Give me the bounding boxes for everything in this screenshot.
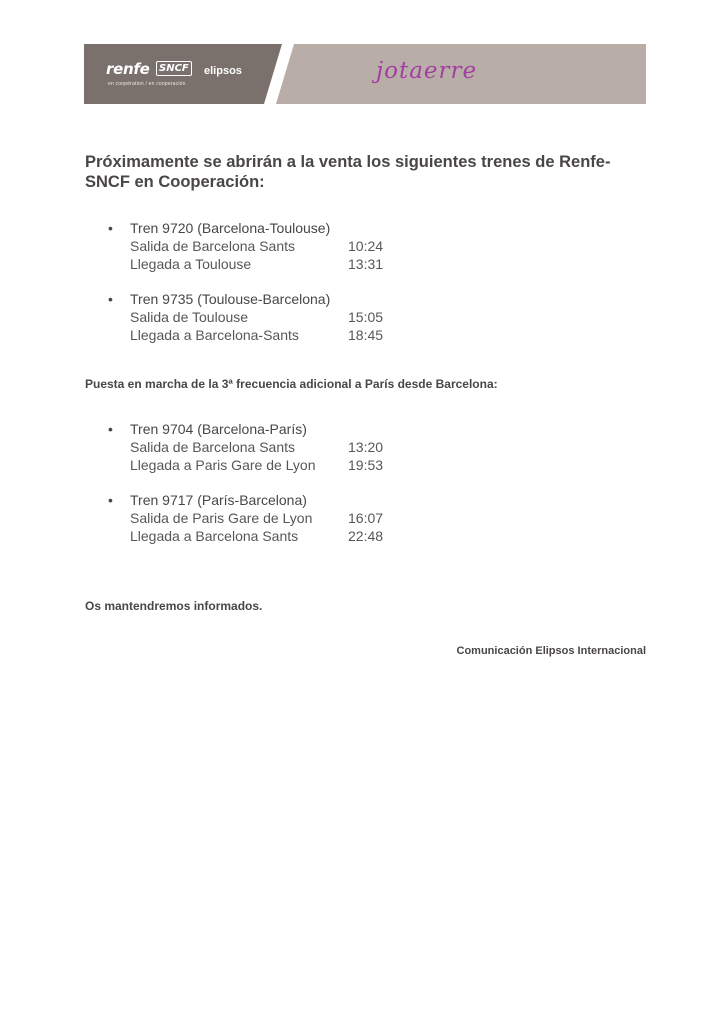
bullet-icon: •	[108, 492, 113, 508]
departure-label: Salida de Barcelona Sants	[130, 439, 295, 455]
signature: Comunicación Elipsos Internacional	[456, 645, 646, 657]
section-heading: Puesta en marcha de la 3ª frecuencia adicional a París desde Barcelona:	[85, 377, 498, 391]
departure-time: 16:07	[348, 510, 384, 526]
train-item	[108, 491, 384, 545]
departure-row	[130, 509, 384, 527]
train-item	[108, 420, 384, 474]
train-title: Tren 9735 (Toulouse-Barcelona)	[130, 291, 331, 307]
arrival-label: Llegada a Barcelona Sants	[130, 528, 299, 544]
bullet-icon: •	[108, 220, 113, 236]
logo-subtitle: en coopération / en cooperación	[108, 81, 186, 87]
closing-note: Os mantendremos informados.	[85, 599, 263, 613]
train-item	[108, 290, 384, 344]
header-banner	[84, 44, 646, 104]
arrival-label: Llegada a Toulouse	[130, 256, 252, 272]
arrival-label: Llegada a Barcelona-Sants	[130, 327, 299, 343]
departure-row	[130, 237, 384, 255]
train-item	[108, 219, 384, 273]
train-title: Tren 9704 (Barcelona-París)	[130, 421, 307, 437]
departure-label: Salida de Paris Gare de Lyon	[130, 510, 313, 526]
bullet-icon: •	[108, 421, 113, 437]
renfe-logo: renfe	[106, 60, 150, 78]
departure-time: 10:24	[348, 238, 384, 254]
arrival-time: 18:45	[348, 327, 384, 343]
jotaerre-brand: jotaerre	[376, 58, 478, 84]
departure-label: Salida de Barcelona Sants	[130, 238, 295, 254]
arrival-label: Llegada a Paris Gare de Lyon	[130, 457, 316, 473]
bullet-icon: •	[108, 291, 113, 307]
arrival-row	[130, 527, 384, 545]
arrival-row	[130, 456, 384, 474]
sncf-logo: SNCF	[156, 61, 192, 76]
departure-time: 13:20	[348, 439, 384, 455]
arrival-time: 22:48	[348, 528, 384, 544]
arrival-row	[130, 326, 384, 344]
train-title: Tren 9717 (París-Barcelona)	[130, 492, 307, 508]
elipsos-logo: elipsos	[204, 65, 242, 77]
arrival-time: 13:31	[348, 256, 384, 272]
arrival-time: 19:53	[348, 457, 384, 473]
departure-row	[130, 438, 384, 456]
departure-row	[130, 308, 384, 326]
departure-label: Salida de Toulouse	[130, 309, 249, 325]
page-title: Próximamente se abrirán a la venta los siguientes trenes de Renfe-SNCF en Cooperación:	[85, 153, 611, 191]
departure-time: 15:05	[348, 309, 384, 325]
arrival-row	[130, 255, 384, 273]
train-title: Tren 9720 (Barcelona-Toulouse)	[130, 220, 331, 236]
